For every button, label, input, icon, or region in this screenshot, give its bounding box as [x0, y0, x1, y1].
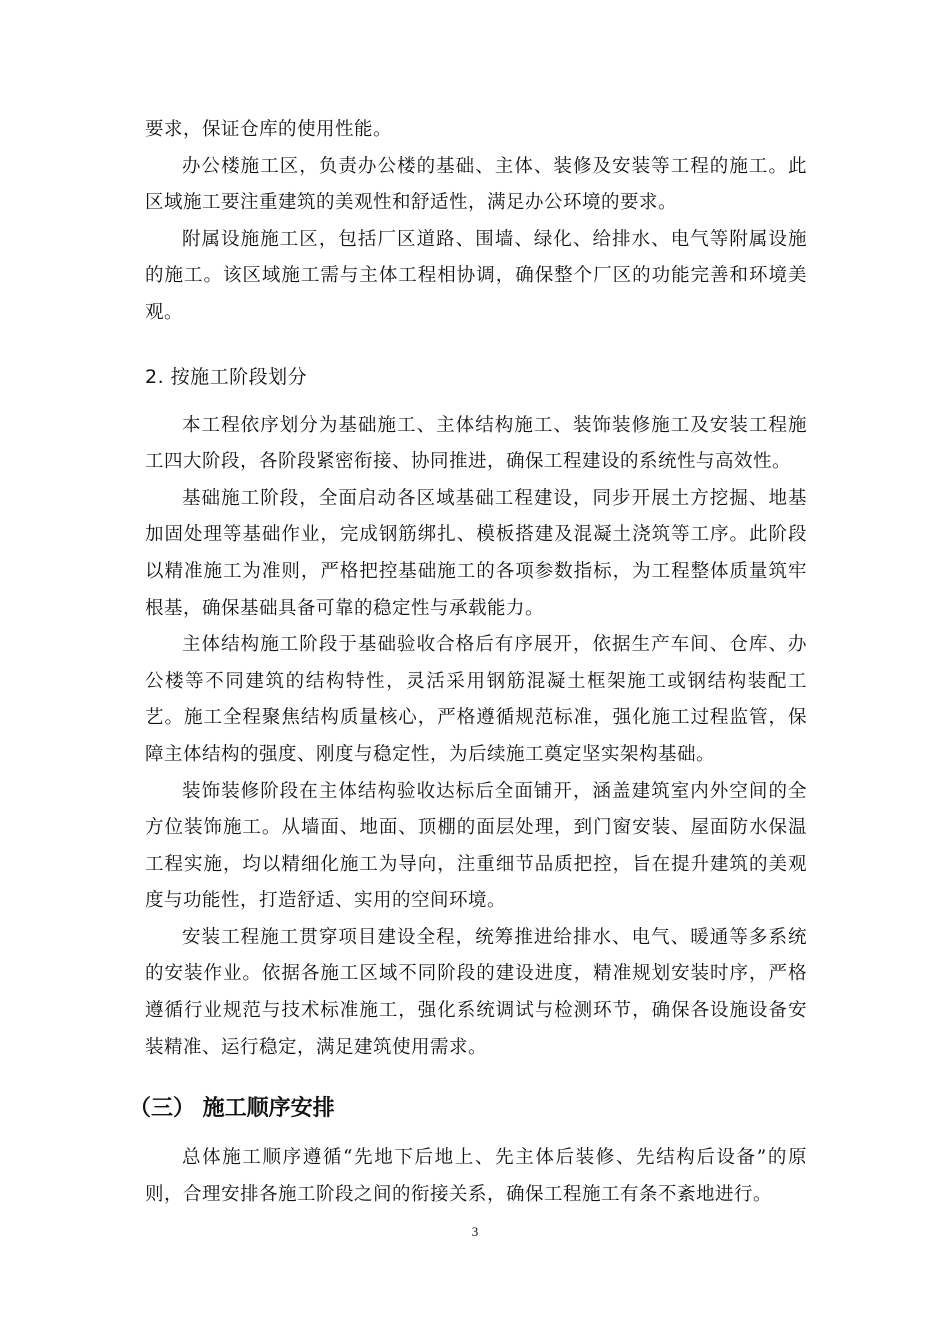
paragraph: 主体结构施工阶段于基础验收合格后有序展开，依据生产车间、仓库、办公楼等不同建筑的结构特性，灵活采用钢筋混凝土框架施工或钢结构装配工艺。施工全程聚焦结构质量核心，严格遵循规范标准，强化施工过程监管，保障主体结构的强度、刚度与稳定性，为后续施工奠定坚实架构基础。: [145, 634, 807, 765]
paragraph: 装饰装修阶段在主体结构验收达标后全面铺开，涵盖建筑室内外空间的全方位装饰施工。从墙面、地面、顶棚的面层处理，到门窗安装、屋面防水保温工程实施，均以精细化施工为导向，注重细节品质把控，旨在提升建筑的美观度与功能性，打造舒适、实用的空间环境。: [145, 780, 807, 912]
section-heading-3: （三） 施工顺序安排: [129, 1096, 335, 1122]
paragraph: 总体施工顺序遵循“先地下后地上、先主体后装修、先结构后设备”的原则，合理安排各施工阶段之间的衔接关系，确保工程施工有条不紊地进行。: [145, 1147, 807, 1205]
page-body: [129, 112, 807, 1213]
paragraph: 要求，保证仓库的使用性能。: [145, 119, 393, 140]
paragraph: 基础施工阶段，全面启动各区域基础工程建设，同步开展土方挖掘、地基加固处理等基础作业，完成钢筋绑扎、模板搭建及混凝土浇筑等工序。此阶段以精准施工为准则，严格把控基础施工的各项参数指标，为工程整体质量筑牢根基，确保基础具备可靠的稳定性与承载能力。: [145, 487, 807, 619]
paragraph: 附属设施施工区，包括厂区道路、围墙、绿化、给排水、电气等附属设施的施工。该区域施工需与主体工程相协调，确保整个厂区的功能完善和环境美观。: [145, 228, 807, 323]
page-number: 3: [471, 1224, 479, 1239]
section-heading-2: 2. 按施工阶段划分: [145, 365, 308, 388]
paragraph: 办公楼施工区，负责办公楼的基础、主体、装修及安装等工程的施工。此区域施工要注重建筑的美观性和舒适性，满足办公环境的要求。: [145, 155, 807, 214]
paragraph: 本工程依序划分为基础施工、主体结构施工、装饰装修施工及安装工程施工四大阶段，各阶段紧密衔接、协同推进，确保工程建设的系统性与高效性。: [145, 414, 807, 473]
paragraph: 安装工程施工贯穿项目建设全程，统筹推进给排水、电气、暖通等多系统的安装作业。依据各施工区域不同阶段的建设进度，精准规划安装时序，严格遵循行业规范与技术标准施工，强化系统调试与检测环节，确保各设施设备安装精准、运行稳定，满足建筑使用需求。: [145, 926, 807, 1058]
